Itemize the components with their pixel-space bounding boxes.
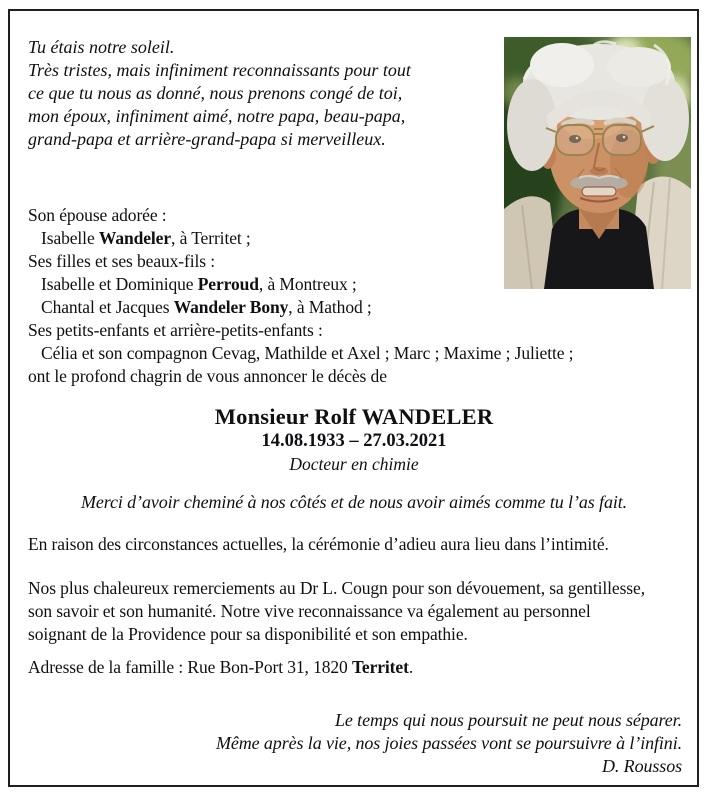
intro-text xyxy=(28,36,503,151)
intro-line: Tu étais notre soleil. xyxy=(28,37,175,57)
intro-line: grand-papa et arrière-grand-papa si merveilleux. xyxy=(28,129,386,149)
family-line: Chantal et Jacques Wandeler Bony, à Mathod ; xyxy=(41,297,372,317)
ceremony-notice: En raison des circonstances actuelles, la cérémonie d’adieu aura lieu dans l’intimité. xyxy=(28,534,609,554)
closing-quote xyxy=(17,709,682,778)
thanks-line: son savoir et son humanité. Notre vive reconnaissance va également au personnel xyxy=(28,601,591,621)
quote-line: Même après la vie, nos joies passées vont se poursuivre à l’infini. xyxy=(215,733,682,753)
family-line: Célia et son compagnon Cevag, Mathilde et Axel ; Marc ; Maxime ; Juliette ; xyxy=(41,343,574,363)
thanks-line: Nos plus chaleureux remerciements au Dr L. Cougn pour son dévouement, sa gentillesse, xyxy=(28,578,645,598)
intro-line: mon époux, infiniment aimé, notre papa, beau-papa, xyxy=(28,106,406,126)
family-line: Son épouse adorée : xyxy=(28,205,167,225)
thanks-line: soignant de la Providence pour sa disponibilité et son empathie. xyxy=(28,624,468,644)
family-line: Isabelle et Dominique Perroud, à Montreux ; xyxy=(41,274,357,294)
profession: Docteur en chimie xyxy=(289,454,419,474)
intro-line: ce que tu nous as donné, nous prenons congé de toi, xyxy=(28,83,403,103)
family-address: Adresse de la famille : Rue Bon-Port 31, 1820 Territet. xyxy=(28,657,414,677)
family-line: Ses petits-enfants et arrière-petits-enfants : xyxy=(28,320,323,340)
announcement-block xyxy=(0,403,708,475)
tribute-line: Merci d’avoir cheminé à nos côtés et de nous avoir aimés comme tu l’as fait. xyxy=(80,492,628,512)
quote-attribution: D. Roussos xyxy=(601,756,682,776)
family-line: Ses filles et ses beaux-fils : xyxy=(28,251,216,271)
quote-line: Le temps qui nous poursuit ne peut nous séparer. xyxy=(334,710,682,730)
family-line: Isabelle Wandeler, à Territet ; xyxy=(41,228,251,248)
thanks-paragraph xyxy=(28,577,693,646)
deceased-name: Monsieur Rolf WANDELER xyxy=(214,404,494,429)
family-list xyxy=(28,204,693,388)
life-dates: 14.08.1933 – 27.03.2021 xyxy=(261,431,447,451)
intro-line: Très tristes, mais infiniment reconnaissants pour tout xyxy=(28,60,411,80)
announcement-lead-in: ont le profond chagrin de vous annoncer le décès de xyxy=(28,366,387,386)
